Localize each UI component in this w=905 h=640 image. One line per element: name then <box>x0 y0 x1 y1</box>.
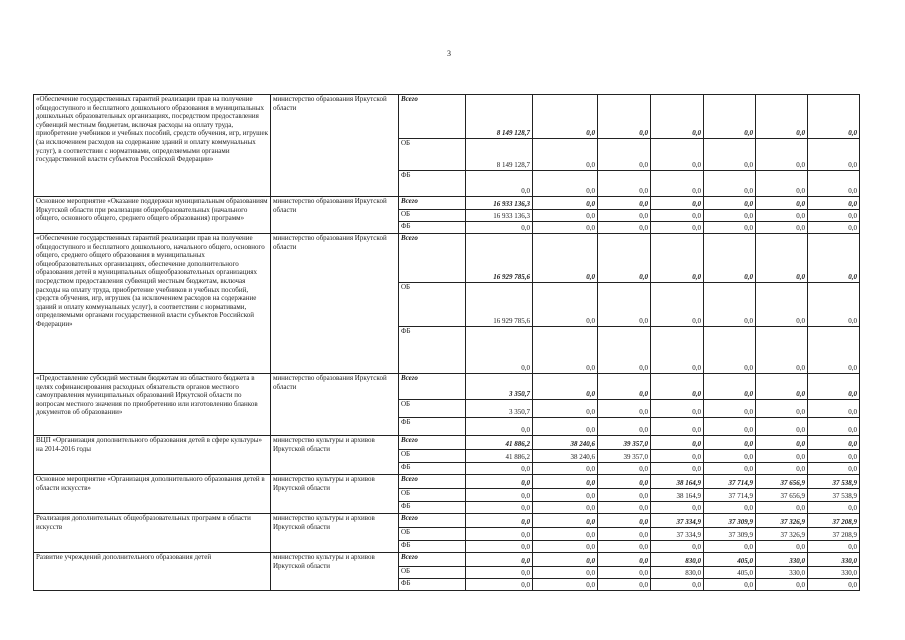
table-row <box>34 436 860 450</box>
amount-cell: 0,0 <box>598 171 651 197</box>
amount-cell: 0,0 <box>651 283 704 327</box>
amount-cell: 0,0 <box>533 463 598 475</box>
amount-cell: 0,0 <box>533 210 598 222</box>
funding-source-cell: Всего <box>399 374 466 400</box>
amount-cell: 0,0 <box>808 436 860 450</box>
amount-cell: 330,0 <box>756 567 808 579</box>
amount-cell: 0,0 <box>533 139 598 171</box>
funding-source-cell: Всего <box>399 95 466 139</box>
amount-cell: 830,0 <box>651 553 704 567</box>
amount-cell: 41 886,2 <box>466 436 533 450</box>
amount-cell: 38 164,9 <box>651 475 704 489</box>
amount-cell: 0,0 <box>756 450 808 463</box>
amount-cell: 37 309,9 <box>704 514 756 528</box>
executor-cell: министерство культуры и архивов Иркутской области <box>271 553 399 591</box>
amount-cell: 0,0 <box>598 567 651 579</box>
amount-cell: 0,0 <box>651 197 704 210</box>
amount-cell: 37 714,9 <box>704 475 756 489</box>
amount-cell: 37 326,9 <box>756 514 808 528</box>
funding-source-cell: ФБ <box>399 327 466 374</box>
amount-cell: 0,0 <box>756 418 808 436</box>
amount-cell: 0,0 <box>704 222 756 234</box>
funding-source-cell: ОБ <box>399 400 466 418</box>
funding-source-cell: Всего <box>399 197 466 210</box>
amount-cell: 39 357,0 <box>598 450 651 463</box>
amount-cell: 37 656,9 <box>756 489 808 502</box>
amount-cell: 0,0 <box>651 436 704 450</box>
amount-cell: 0,0 <box>808 579 860 591</box>
table-row <box>34 374 860 400</box>
amount-cell: 16 933 136,3 <box>466 197 533 210</box>
amount-cell: 0,0 <box>533 95 598 139</box>
amount-cell: 0,0 <box>533 528 598 541</box>
budget-table <box>33 94 860 591</box>
funding-source-cell: ОБ <box>399 139 466 171</box>
executor-cell: министерство культуры и архивов Иркутской области <box>271 514 399 553</box>
amount-cell: 0,0 <box>704 95 756 139</box>
amount-cell: 0,0 <box>651 579 704 591</box>
executor-cell: министерство культуры и архивов Иркутской области <box>271 475 399 514</box>
amount-cell: 37 326,9 <box>756 528 808 541</box>
amount-cell: 0,0 <box>533 283 598 327</box>
amount-cell: 0,0 <box>704 541 756 553</box>
funding-source-cell: Всего <box>399 475 466 489</box>
funding-source-cell: Всего <box>399 514 466 528</box>
table-row <box>34 197 860 210</box>
amount-cell: 0,0 <box>808 95 860 139</box>
amount-cell: 0,0 <box>466 502 533 514</box>
amount-cell: 0,0 <box>598 374 651 400</box>
amount-cell: 0,0 <box>756 222 808 234</box>
amount-cell: 37 334,9 <box>651 528 704 541</box>
amount-cell: 0,0 <box>704 327 756 374</box>
amount-cell: 0,0 <box>598 139 651 171</box>
amount-cell: 0,0 <box>651 222 704 234</box>
amount-cell: 0,0 <box>808 400 860 418</box>
amount-cell: 38 164,9 <box>651 489 704 502</box>
table-row <box>34 95 860 139</box>
amount-cell: 0,0 <box>808 418 860 436</box>
amount-cell: 37 208,9 <box>808 514 860 528</box>
amount-cell: 330,0 <box>808 553 860 567</box>
amount-cell: 0,0 <box>598 541 651 553</box>
amount-cell: 0,0 <box>533 502 598 514</box>
amount-cell: 330,0 <box>756 553 808 567</box>
amount-cell: 405,0 <box>704 553 756 567</box>
amount-cell: 0,0 <box>466 514 533 528</box>
table-row <box>34 514 860 528</box>
amount-cell: 0,0 <box>651 541 704 553</box>
funding-source-cell: ФБ <box>399 541 466 553</box>
activity-name-cell: Развитие учреждений дополнительного образования детей <box>34 553 271 591</box>
amount-cell: 0,0 <box>808 222 860 234</box>
table-row <box>34 234 860 283</box>
funding-source-cell: ОБ <box>399 489 466 502</box>
amount-cell: 0,0 <box>704 463 756 475</box>
amount-cell: 0,0 <box>533 197 598 210</box>
amount-cell: 0,0 <box>598 489 651 502</box>
amount-cell: 0,0 <box>598 197 651 210</box>
amount-cell: 0,0 <box>598 514 651 528</box>
amount-cell: 0,0 <box>808 210 860 222</box>
amount-cell: 0,0 <box>756 400 808 418</box>
amount-cell: 37 538,9 <box>808 489 860 502</box>
activity-name-cell: Основное мероприятие «Организация дополнительного образования детей в области искусств» <box>34 475 271 514</box>
amount-cell: 0,0 <box>756 327 808 374</box>
funding-source-cell: ФБ <box>399 222 466 234</box>
amount-cell: 0,0 <box>466 418 533 436</box>
amount-cell: 0,0 <box>651 502 704 514</box>
amount-cell: 0,0 <box>466 463 533 475</box>
funding-source-cell: Всего <box>399 553 466 567</box>
amount-cell: 0,0 <box>756 436 808 450</box>
amount-cell: 0,0 <box>756 579 808 591</box>
amount-cell: 0,0 <box>533 222 598 234</box>
amount-cell: 0,0 <box>756 210 808 222</box>
activity-name-cell: «Обеспечение государственных гарантий реализации прав на получение общедоступного и бесплатного дошкольного, начального общего, основного общего, среднего общего образования в муниципальных общеобразовательных организациях, обеспечение дополнительного образования детей в муниципальных общеобразовательных организациях посредством предоставления субвенций местным бюджетам, включая расходы на оплату труда, приобретение учебников и учебных пособий, средств обучения, игр, игрушек (за исключением расходов на содержание зданий и оплату коммунальных услуг), в соответствии с нормативами, определяемыми органами государственной власти субъектов Российской Федерации» <box>34 234 271 374</box>
amount-cell: 8 149 128,7 <box>466 139 533 171</box>
funding-source-cell: ФБ <box>399 463 466 475</box>
amount-cell: 0,0 <box>651 234 704 283</box>
funding-source-cell: ОБ <box>399 567 466 579</box>
amount-cell: 0,0 <box>598 528 651 541</box>
amount-cell: 0,0 <box>651 374 704 400</box>
amount-cell: 0,0 <box>808 171 860 197</box>
amount-cell: 0,0 <box>756 197 808 210</box>
activity-name-cell: «Предоставление субсидий местным бюджетам из областного бюджета в целях софинансирования расходных обязательств органов местного самоуправления муниципальных образований Иркутской области по вопросам местного значения по приобретению или изготовлению бланков документов об образовании» <box>34 374 271 436</box>
amount-cell: 0,0 <box>466 541 533 553</box>
amount-cell: 0,0 <box>808 374 860 400</box>
amount-cell: 0,0 <box>466 567 533 579</box>
amount-cell: 0,0 <box>598 579 651 591</box>
amount-cell: 0,0 <box>756 234 808 283</box>
amount-cell: 0,0 <box>704 139 756 171</box>
amount-cell: 0,0 <box>466 528 533 541</box>
amount-cell: 0,0 <box>704 234 756 283</box>
amount-cell: 0,0 <box>598 400 651 418</box>
executor-cell: министерство образования Иркутской области <box>271 95 399 197</box>
amount-cell: 0,0 <box>598 222 651 234</box>
activity-name-cell: ВЦП «Организация дополнительного образования детей в сфере культуры» на 2014-2016 годы <box>34 436 271 475</box>
amount-cell: 0,0 <box>651 139 704 171</box>
amount-cell: 0,0 <box>598 418 651 436</box>
amount-cell: 38 240,6 <box>533 436 598 450</box>
amount-cell: 16 933 136,3 <box>466 210 533 222</box>
amount-cell: 0,0 <box>704 450 756 463</box>
amount-cell: 0,0 <box>533 171 598 197</box>
amount-cell: 0,0 <box>704 210 756 222</box>
page-number: 3 <box>447 49 451 58</box>
amount-cell: 38 240,6 <box>533 450 598 463</box>
amount-cell: 0,0 <box>533 234 598 283</box>
amount-cell: 3 350,7 <box>466 400 533 418</box>
activity-name-cell: Реализация дополнительных общеобразовательных программ в области искусств <box>34 514 271 553</box>
amount-cell: 0,0 <box>598 463 651 475</box>
amount-cell: 0,0 <box>598 502 651 514</box>
amount-cell: 0,0 <box>533 553 598 567</box>
executor-cell: министерство образования Иркутской области <box>271 234 399 374</box>
amount-cell: 0,0 <box>466 327 533 374</box>
amount-cell: 330,0 <box>808 567 860 579</box>
amount-cell: 0,0 <box>704 283 756 327</box>
amount-cell: 0,0 <box>756 463 808 475</box>
amount-cell: 0,0 <box>598 234 651 283</box>
funding-source-cell: ОБ <box>399 528 466 541</box>
amount-cell: 0,0 <box>533 514 598 528</box>
amount-cell: 0,0 <box>533 567 598 579</box>
amount-cell: 0,0 <box>704 171 756 197</box>
amount-cell: 0,0 <box>704 197 756 210</box>
amount-cell: 37 656,9 <box>756 475 808 489</box>
amount-cell: 0,0 <box>704 418 756 436</box>
activity-name-cell: Основное мероприятие «Оказание поддержки муниципальным образованиям Иркутской области при реализации общеобразовательных (начального общего, основного общего, среднего общего образования) программ» <box>34 197 271 234</box>
amount-cell: 0,0 <box>598 475 651 489</box>
amount-cell: 0,0 <box>756 139 808 171</box>
amount-cell: 0,0 <box>808 502 860 514</box>
funding-source-cell: ОБ <box>399 210 466 222</box>
amount-cell: 0,0 <box>598 553 651 567</box>
amount-cell: 41 886,2 <box>466 450 533 463</box>
amount-cell: 0,0 <box>756 171 808 197</box>
amount-cell: 0,0 <box>598 327 651 374</box>
amount-cell: 0,0 <box>756 541 808 553</box>
amount-cell: 0,0 <box>704 374 756 400</box>
amount-cell: 0,0 <box>704 436 756 450</box>
amount-cell: 37 334,9 <box>651 514 704 528</box>
amount-cell: 830,0 <box>651 567 704 579</box>
amount-cell: 0,0 <box>651 463 704 475</box>
amount-cell: 0,0 <box>808 450 860 463</box>
funding-source-cell: ОБ <box>399 450 466 463</box>
amount-cell: 0,0 <box>651 210 704 222</box>
amount-cell: 0,0 <box>651 327 704 374</box>
amount-cell: 0,0 <box>533 327 598 374</box>
amount-cell: 0,0 <box>704 579 756 591</box>
amount-cell: 0,0 <box>466 579 533 591</box>
amount-cell: 0,0 <box>651 171 704 197</box>
amount-cell: 0,0 <box>808 197 860 210</box>
table-row <box>34 553 860 567</box>
executor-cell: министерство культуры и архивов Иркутской области <box>271 436 399 475</box>
amount-cell: 0,0 <box>651 95 704 139</box>
amount-cell: 37 714,9 <box>704 489 756 502</box>
amount-cell: 0,0 <box>466 222 533 234</box>
amount-cell: 37 309,9 <box>704 528 756 541</box>
amount-cell: 37 208,9 <box>808 528 860 541</box>
funding-source-cell: ФБ <box>399 579 466 591</box>
amount-cell: 0,0 <box>466 553 533 567</box>
amount-cell: 0,0 <box>466 171 533 197</box>
amount-cell: 0,0 <box>808 283 860 327</box>
amount-cell: 0,0 <box>533 475 598 489</box>
funding-source-cell: ФБ <box>399 502 466 514</box>
amount-cell: 8 149 128,7 <box>466 95 533 139</box>
amount-cell: 0,0 <box>533 579 598 591</box>
amount-cell: 0,0 <box>704 400 756 418</box>
amount-cell: 0,0 <box>466 489 533 502</box>
amount-cell: 37 538,9 <box>808 475 860 489</box>
executor-cell: министерство образования Иркутской области <box>271 374 399 436</box>
funding-source-cell: Всего <box>399 234 466 283</box>
amount-cell: 0,0 <box>756 374 808 400</box>
funding-source-cell: ОБ <box>399 283 466 327</box>
amount-cell: 0,0 <box>651 418 704 436</box>
amount-cell: 0,0 <box>756 502 808 514</box>
amount-cell: 16 929 785,6 <box>466 234 533 283</box>
amount-cell: 0,0 <box>808 327 860 374</box>
amount-cell: 0,0 <box>533 541 598 553</box>
executor-cell: министерство образования Иркутской области <box>271 197 399 234</box>
amount-cell: 0,0 <box>756 283 808 327</box>
amount-cell: 0,0 <box>533 400 598 418</box>
amount-cell: 3 350,7 <box>466 374 533 400</box>
amount-cell: 0,0 <box>533 418 598 436</box>
amount-cell: 0,0 <box>533 489 598 502</box>
budget-table-body <box>34 95 860 591</box>
amount-cell: 0,0 <box>651 450 704 463</box>
funding-source-cell: ФБ <box>399 171 466 197</box>
amount-cell: 0,0 <box>808 541 860 553</box>
amount-cell: 0,0 <box>704 502 756 514</box>
amount-cell: 0,0 <box>598 210 651 222</box>
amount-cell: 0,0 <box>808 139 860 171</box>
amount-cell: 0,0 <box>466 475 533 489</box>
amount-cell: 16 929 785,6 <box>466 283 533 327</box>
amount-cell: 0,0 <box>533 374 598 400</box>
funding-source-cell: ФБ <box>399 418 466 436</box>
amount-cell: 0,0 <box>598 95 651 139</box>
amount-cell: 39 357,0 <box>598 436 651 450</box>
amount-cell: 405,0 <box>704 567 756 579</box>
amount-cell: 0,0 <box>598 283 651 327</box>
funding-source-cell: Всего <box>399 436 466 450</box>
amount-cell: 0,0 <box>651 400 704 418</box>
amount-cell: 0,0 <box>756 95 808 139</box>
activity-name-cell: «Обеспечение государственных гарантий реализации прав на получение общедоступного и бесплатного дошкольного образования в муниципальных дошкольных образовательных организациях, посредством предоставления субвенций местным бюджетам, включая расходы на оплату труда, приобретение учебников и учебных пособий, средств обучения, игр, игрушек (за исключением расходов на содержание зданий и оплату коммунальных услуг), в соответствии с нормативами, определяемыми органами государственной власти субъектов Российской Федерации» <box>34 95 271 197</box>
amount-cell: 0,0 <box>808 463 860 475</box>
amount-cell: 0,0 <box>808 234 860 283</box>
table-row <box>34 475 860 489</box>
